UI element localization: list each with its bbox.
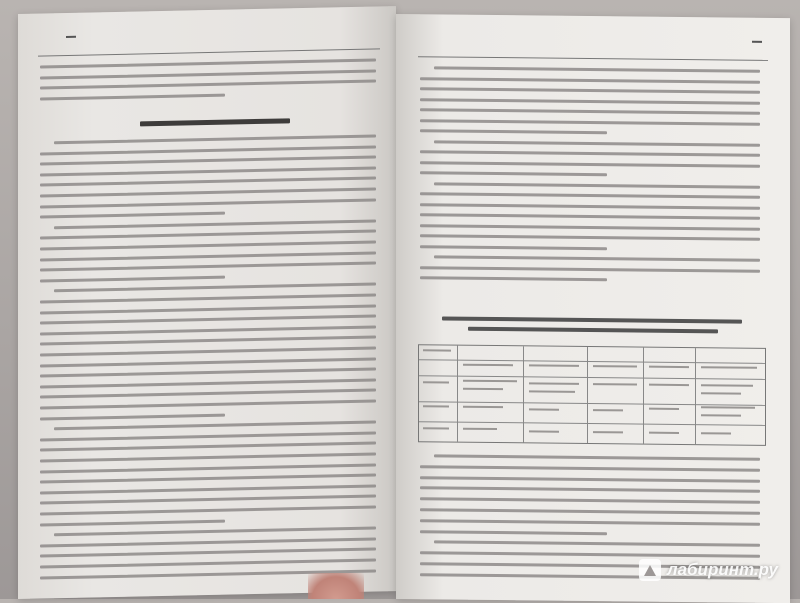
section-heading-bar <box>140 118 290 126</box>
text-line <box>420 108 760 115</box>
table-cell-text <box>701 392 741 394</box>
table-cell-text <box>463 380 517 383</box>
table-title-line <box>442 316 742 323</box>
table-cell-text <box>529 408 559 410</box>
text-line <box>40 389 376 399</box>
right-page-number <box>752 41 762 43</box>
text-line <box>420 119 760 126</box>
text-line <box>420 266 760 273</box>
text-line <box>40 251 376 261</box>
text-line <box>40 325 376 335</box>
text-line <box>420 161 760 168</box>
text-line <box>420 487 760 494</box>
text-line <box>40 188 376 198</box>
text-line <box>40 315 376 325</box>
text-line <box>40 166 376 176</box>
table-column-divider <box>695 348 696 444</box>
text-line <box>40 275 225 282</box>
text-line <box>40 294 376 304</box>
table-cell-text <box>529 390 575 392</box>
table-cell-text <box>593 409 623 411</box>
text-line <box>40 177 376 187</box>
text-line <box>40 506 376 516</box>
table-cell-text <box>593 383 637 385</box>
text-line <box>40 463 376 473</box>
table-cell-text <box>529 430 559 432</box>
table-cell-text <box>463 364 513 367</box>
text-line <box>434 66 760 72</box>
parameters-table <box>418 314 764 444</box>
thumb-finger <box>308 573 364 599</box>
text-line <box>54 527 376 537</box>
text-line <box>420 192 760 199</box>
text-line <box>40 474 376 484</box>
table-column-divider <box>457 346 458 442</box>
text-line <box>40 442 376 452</box>
text-line <box>40 156 376 166</box>
text-line <box>40 400 376 410</box>
text-line <box>434 454 760 460</box>
right-running-head <box>418 40 768 61</box>
text-line <box>40 230 376 240</box>
table-cell-text <box>701 432 731 434</box>
left-page-number <box>66 36 76 38</box>
table-cell-text <box>701 406 755 409</box>
text-line <box>420 129 607 134</box>
open-book <box>18 14 790 599</box>
text-line <box>420 465 760 472</box>
table-title-line <box>468 327 718 334</box>
text-line <box>40 484 376 494</box>
text-line <box>40 378 376 388</box>
right-running-head-text <box>458 44 728 47</box>
text-line <box>420 530 607 535</box>
text-line <box>420 224 760 231</box>
text-line <box>40 241 376 251</box>
text-line <box>40 431 376 441</box>
text-line <box>40 537 376 547</box>
text-line <box>420 77 760 84</box>
watermark <box>639 559 778 581</box>
table-cell-text <box>701 366 757 369</box>
text-line <box>40 368 376 378</box>
table-cell-text <box>649 366 689 368</box>
text-line <box>420 150 760 157</box>
text-line <box>40 357 376 367</box>
table-column-divider <box>587 347 588 443</box>
text-line <box>54 219 376 229</box>
text-line <box>420 171 607 176</box>
text-line <box>420 519 760 526</box>
table-grid <box>418 344 766 446</box>
text-line <box>434 255 760 261</box>
table-cell-text <box>423 381 449 383</box>
text-line <box>434 182 760 188</box>
text-line <box>40 304 376 314</box>
text-line <box>54 421 376 431</box>
table-cell-text <box>649 408 679 410</box>
text-line <box>40 69 376 79</box>
left-running-head-text <box>78 36 340 41</box>
table-row-divider <box>419 421 765 426</box>
left-running-head <box>38 32 380 56</box>
right-page <box>396 14 790 603</box>
text-line <box>420 203 760 210</box>
table-cell-text <box>423 405 449 407</box>
text-line <box>434 541 760 547</box>
text-line <box>40 93 225 100</box>
table-cell-text <box>701 384 753 387</box>
text-line <box>420 497 760 504</box>
table-cell-text <box>593 431 623 433</box>
text-line <box>40 548 376 558</box>
table-column-divider <box>523 346 524 442</box>
text-line <box>40 59 376 69</box>
text-line <box>40 453 376 463</box>
text-line <box>40 262 376 272</box>
text-line <box>40 413 225 420</box>
table-cell-text <box>593 365 637 367</box>
text-line <box>40 80 376 90</box>
table-cell-text <box>649 384 689 386</box>
text-line <box>40 519 225 526</box>
text-line <box>420 87 760 94</box>
text-line <box>40 198 376 208</box>
table-cell-text <box>529 382 579 385</box>
text-line <box>420 98 760 105</box>
text-line <box>40 145 376 155</box>
text-line <box>420 476 760 483</box>
table-cell-text <box>463 428 497 430</box>
table-cell-text <box>423 349 451 351</box>
table-cell-text <box>423 427 449 429</box>
left-body-text <box>40 58 380 595</box>
text-line <box>420 213 760 220</box>
table-cell-text <box>701 414 741 416</box>
labyrinth-logo-icon <box>639 559 661 581</box>
text-line <box>40 495 376 505</box>
text-line <box>420 276 607 281</box>
watermark-text: лабиринт.ру <box>667 560 778 579</box>
table-cell-text <box>463 406 503 408</box>
table-cell-text <box>529 364 579 367</box>
text-line <box>420 508 760 515</box>
text-line <box>40 347 376 357</box>
text-line <box>420 551 760 558</box>
table-cell-text <box>649 432 679 434</box>
text-line <box>40 212 225 219</box>
left-page <box>18 6 396 599</box>
text-line <box>420 234 760 241</box>
table-cell-text <box>463 388 503 390</box>
text-line <box>434 140 760 146</box>
right-body-text-top <box>420 66 764 300</box>
text-line <box>54 135 376 145</box>
text-line <box>420 245 607 250</box>
text-line <box>40 559 376 569</box>
text-line <box>54 283 376 293</box>
text-line <box>40 336 376 346</box>
table-column-divider <box>643 348 644 444</box>
